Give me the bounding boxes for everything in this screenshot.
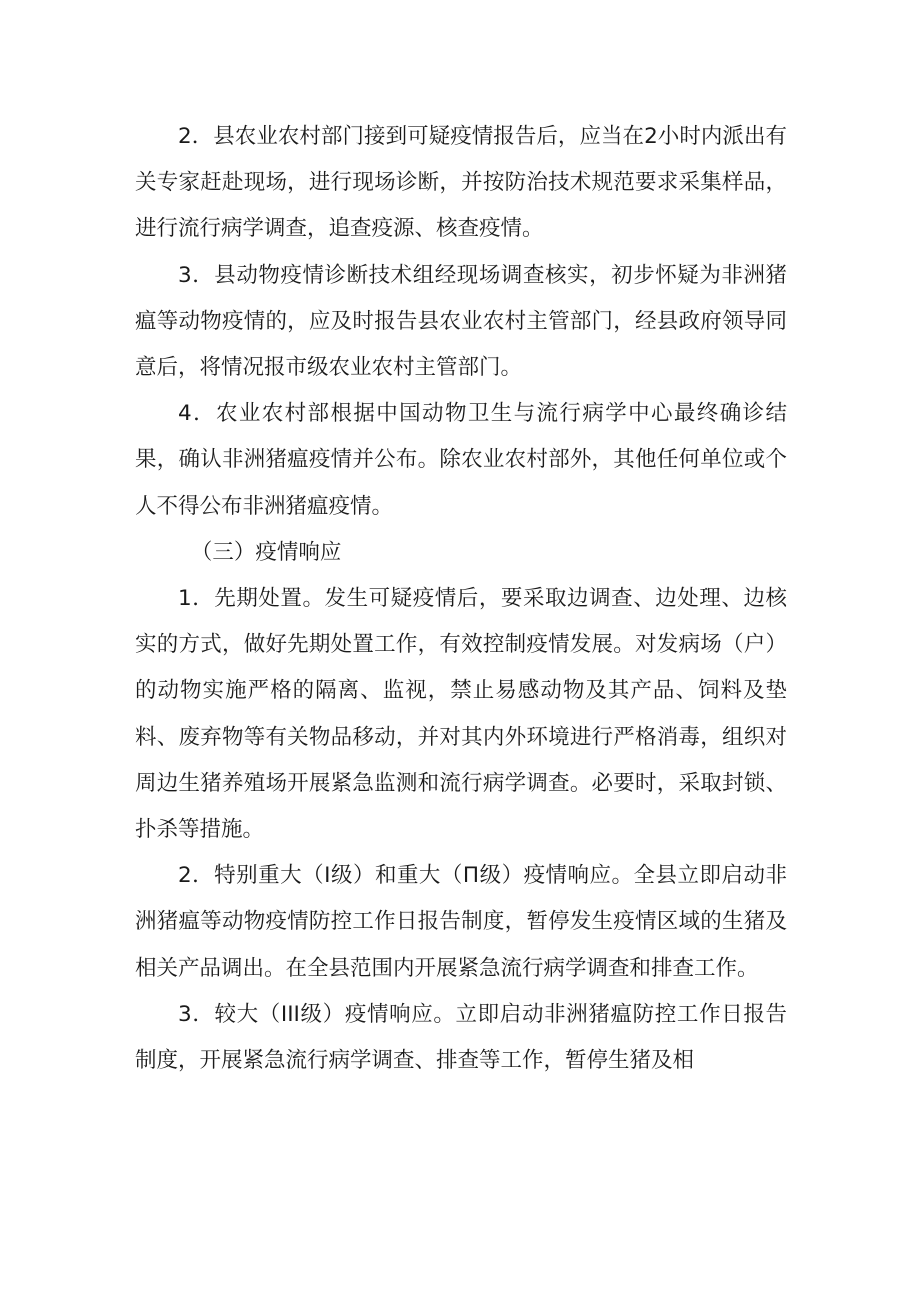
paragraph-response-3: 3．较大（III级）疫情响应。立即启动非洲猪瘟防控工作日报告制度，开展紧急流行病学调查、排查等工作，暂停生猪及相 bbox=[135, 1001, 787, 1074]
paragraph-response-2: 2．特别重大（I级）和重大（Π级）疫情响应。全县立即启动非洲猪瘟等动物疫情防控工作日报告制度，暂停发生疫情区域的生猪及相关产品调出。在全县范围内开展紧急流行病学调查和排查工作。 bbox=[135, 863, 787, 981]
section-heading-epidemic-response: （三）疫情响应 bbox=[190, 539, 342, 565]
paragraph-response-1: 1．先期处置。发生可疑疫情后，要采取边调查、边处理、边核实的方式，做好先期处置工作，有效控制疫情发展。对发病场（户）的动物实施严格的隔离、监视，禁止易感动物及其产品、饲料及垫料、废弃物等有关物品移动，并对其内外环境进行严格消毒，组织对周边生猪养殖场开展紧急监测和流行病学调查。必要时，采取封锁、扑杀等措施。 bbox=[135, 586, 787, 843]
paragraph-report-3: 3．县动物疫情诊断技术组经现场调查核实，初步怀疑为非洲猪瘟等动物疫情的，应及时报告县农业农村主管部门，经县政府领导同意后，将情况报市级农业农村主管部门。 bbox=[135, 262, 787, 381]
paragraph-report-2: 2．县农业农村部门接到可疑疫情报告后，应当在2小时内派出有关专家赶赴现场，进行现场诊断，并按防治技术规范要求采集样品，进行流行病学调查，追查疫源、核查疫情。 bbox=[135, 124, 787, 242]
document-body bbox=[135, 114, 787, 1084]
paragraph-report-4: 4．农业农村部根据中国动物卫生与流行病学中心最终确诊结果，确认非洲猪瘟疫情并公布。除农业农村部外，其他任何单位或个人不得公布非洲猪瘟疫情。 bbox=[135, 401, 787, 519]
